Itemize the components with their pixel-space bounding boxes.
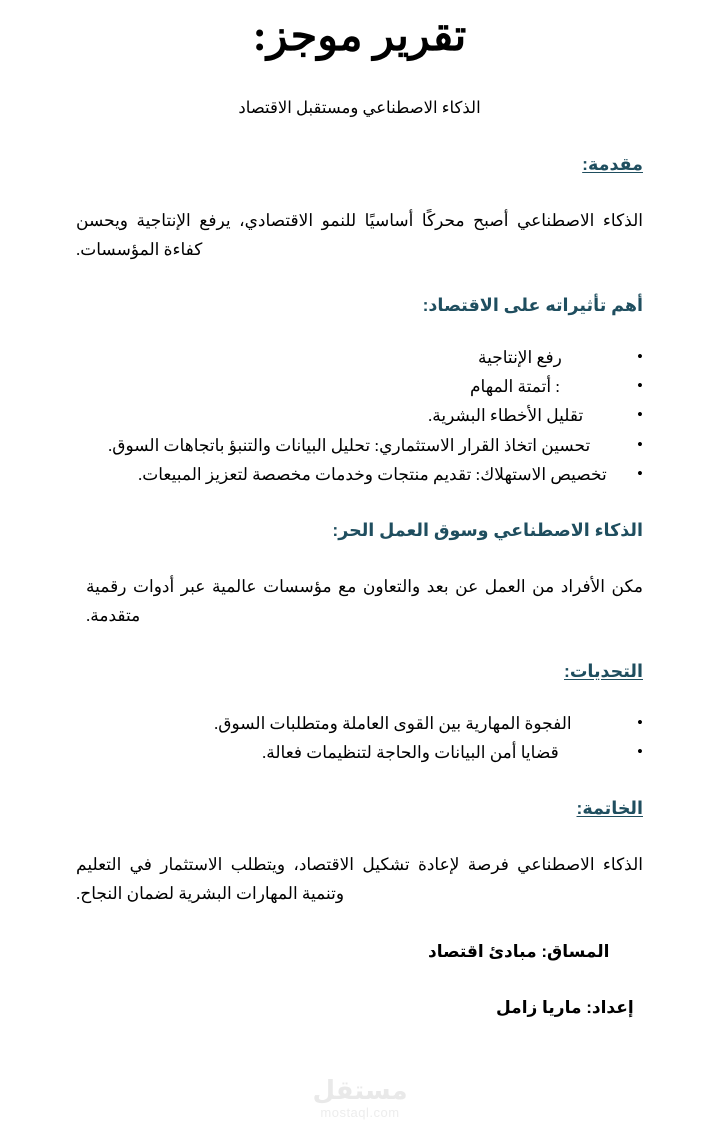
footer-author: إعداد: ماريا زامل (496, 998, 634, 1018)
challenges-list (76, 709, 643, 767)
section-heading-conclusion: الخاتمة: (576, 798, 643, 819)
spacer (76, 317, 643, 343)
watermark-url-text: mostaql.com (320, 1105, 400, 1120)
list-item: • تقليل الأخطاء البشرية. (76, 401, 643, 430)
spacer (76, 542, 643, 572)
list-item: • رفع الإنتاجية (76, 343, 643, 372)
mostaql-watermark (290, 1077, 430, 1123)
spacer (76, 820, 643, 850)
list-item: • تخصيص الاستهلاك: تقديم منتجات وخدمات مخصصة لتعزيز المبيعات. (76, 460, 643, 489)
spacer (76, 683, 643, 709)
section-body-conclusion: الذكاء الاصطناعي فرصة لإعادة تشكيل الاقتصاد، ويتطلب الاستثمار في التعليم وتنمية المهارات البشرية لضمان النجاح. (76, 855, 643, 904)
section-heading-impacts: أهم تأثيراته على الاقتصاد: (422, 295, 643, 316)
footer (76, 939, 643, 1021)
section-body-intro: الذكاء الاصطناعي أصبح محركًا أساسيًا للنمو الاقتصادي، يرفع الإنتاجية ويحسن كفاءة المؤسسات. (76, 210, 643, 259)
watermark-arabic-text: مستقل (312, 1075, 408, 1105)
section-heading-intro: مقدمة: (582, 153, 643, 174)
spacer (76, 264, 643, 294)
footer-course: المساق: مبادئ اقتصاد (428, 941, 610, 961)
spacer (76, 489, 643, 519)
list-item: • الفجوة المهارية بين القوى العاملة ومتطلبات السوق. (76, 709, 643, 738)
spacer (76, 767, 643, 797)
section-heading-freelance: الذكاء الاصطناعي وسوق العمل الحر: (332, 520, 643, 541)
spacer (76, 630, 643, 660)
list-item: • : أتمتة المهام (76, 372, 643, 401)
list-item: • قضايا أمن البيانات والحاجة لتنظيمات فعالة. (76, 738, 643, 767)
impacts-list (76, 343, 643, 489)
page-subtitle: الذكاء الاصطناعي ومستقبل الاقتصاد (238, 98, 481, 118)
spacer (76, 119, 643, 153)
section-heading-challenges: التحديات: (564, 661, 643, 682)
list-item: • تحسين اتخاذ القرار الاستثماري: تحليل البيانات والتنبؤ باتجاهات السوق. (76, 431, 643, 460)
spacer (76, 176, 643, 206)
section-body-freelance: مكن الأفراد من العمل عن بعد والتعاون مع مؤسسات عالمية عبر أدوات رقمية متقدمة. (86, 576, 643, 625)
page-title: تقرير موجز: (252, 13, 467, 60)
